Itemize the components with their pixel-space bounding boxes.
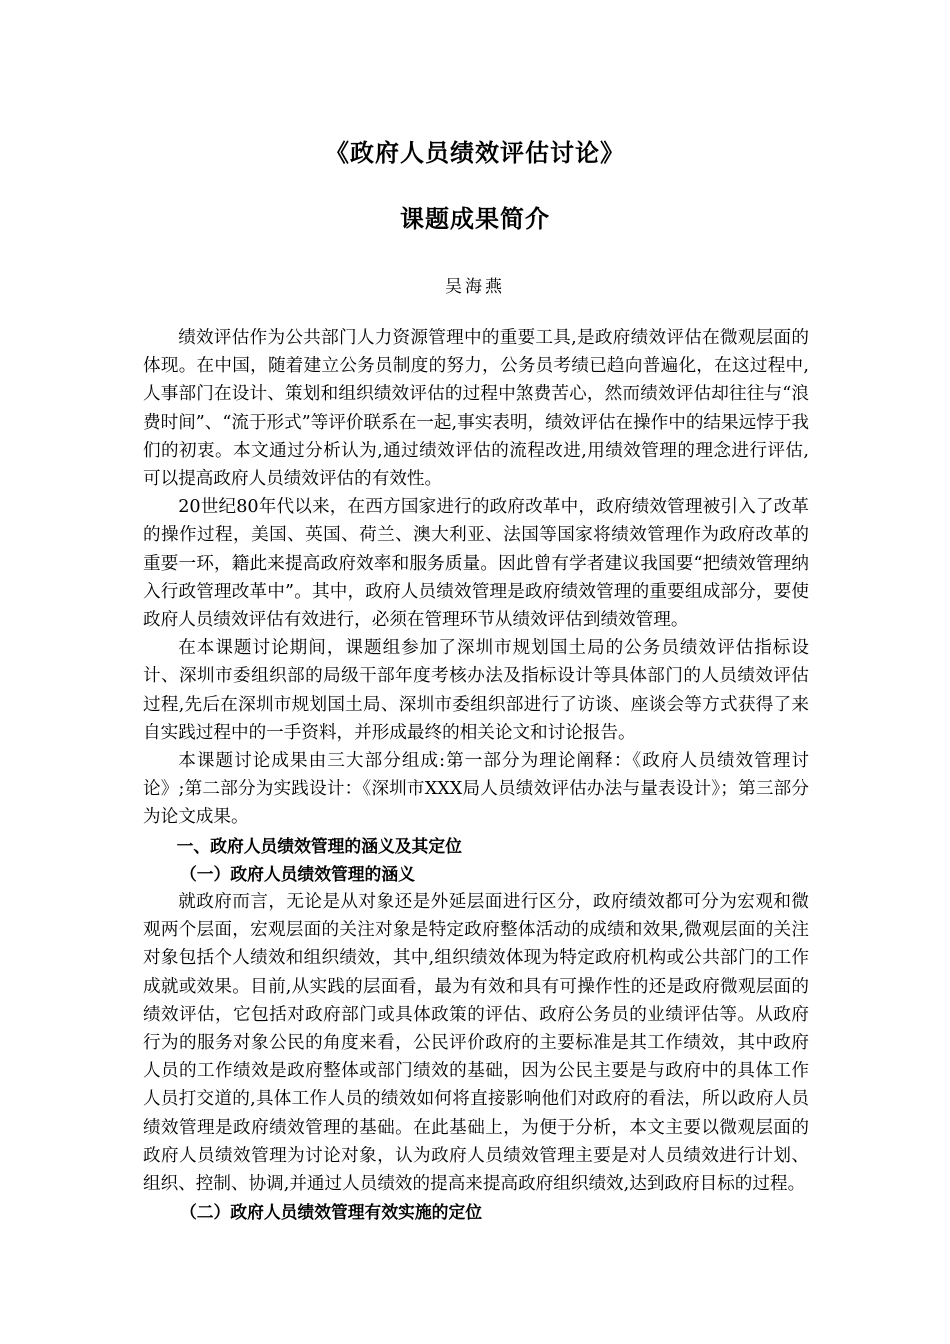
document-subtitle: 课题成果简介 xyxy=(400,205,550,233)
paragraph-structure: 本课题讨论成果由三大部分组成:第一部分为理论阐释：《政府人员绩效管理讨论》;第二部分为实践设计：《深圳市XXX局人员绩效评估办法与量表设计》；第三部分为论文成果。 xyxy=(143,751,809,828)
paragraph-definition: 就政府而言，无论是从对象还是外延层面进行区分，政府绩效都可分为宏观和微观两个层面，宏观层面的关注对象是特定政府整体活动的成绩和效果,微观层面的关注对象包括个人绩效和组织绩效，其中,组织绩效体现为特定政府机构或公共部门的工作成就或效果。目前,从实践的层面看，最为有效和具有可操作性的还是政府微观层面的绩效评估，它包括对政府部门或具体政策的评估、政府公务员的业绩评估等。从政府行为的服务对象公民的角度来看，公民评价政府的主要标准是其工作绩效，其中政府人员的工作绩效是政府整体或部门绩效的基础，因为公民主要是与政府中的具体工作人员打交道的,具体工作人员的绩效如何将直接影响他们对政府的看法，所以政府人员绩效管理是政府绩效管理的基础。在此基础上，为便于分析，本文主要以微观层面的政府人员绩效管理为讨论对象，认为政府人员绩效管理主要是对人员绩效进行计划、组织、控制、协调,并通过人员绩效的提高来提高政府组织绩效,达到政府目标的过程。 xyxy=(143,892,809,1195)
subsection-heading-2: （二）政府人员绩效管理有效实施的定位 xyxy=(179,1202,483,1223)
subsection-heading-1: （一）政府人员绩效管理的涵义 xyxy=(179,863,415,884)
section-heading-1: 一、政府人员绩效管理的涵义及其定位 xyxy=(176,835,462,856)
author-name: 吴海燕 xyxy=(445,277,505,297)
paragraph-research-process: 在本课题讨论期间，课题组参加了深圳市规划国土局的公务员绩效评估指标设计、深圳市委组织部的局级干部年度考核办法及指标设计等具体部门的人员绩效评估过程,先后在深圳市规划国土局、深圳市委组织部进行了访谈、座谈会等方式获得了来自实践过程中的一手资料，并形成最终的相关论文和讨论报告。 xyxy=(143,638,809,743)
paragraph-intro: 绩效评估作为公共部门人力资源管理中的重要工具,是政府绩效评估在微观层面的体现。在中国，随着建立公务员制度的努力，公务员考绩已趋向普遍化，在这过程中,人事部门在设计、策划和组织绩效评估的过程中煞费苦心，然而绩效评估却往往与“浪费时间”、“流于形式”等评价联系在一起,事实表明，绩效评估在操作中的结果远悖于我们的初衷。本文通过分析认为,通过绩效评估的流程改进,用绩效管理的理念进行评估,可以提高政府人员绩效评估的有效性。 xyxy=(143,328,809,490)
paragraph-background: 20世纪80年代以来，在西方国家进行的政府改革中，政府绩效管理被引入了改革的操作过程，美国、英国、荷兰、澳大利亚、法国等国家将绩效管理作为政府改革的重要一环，籍此来提高政府效率和服务质量。因此曾有学者建议我国要“把绩效管理纳入行政管理改革中”。其中，政府人员绩效管理是政府绩效管理的重要组成部分，要使政府人员绩效评估有效进行，必须在管理环节从绩效评估到绩效管理。 xyxy=(143,497,809,631)
document-title: 《政府人员绩效评估讨论》 xyxy=(325,139,625,167)
document-body xyxy=(143,324,809,1227)
